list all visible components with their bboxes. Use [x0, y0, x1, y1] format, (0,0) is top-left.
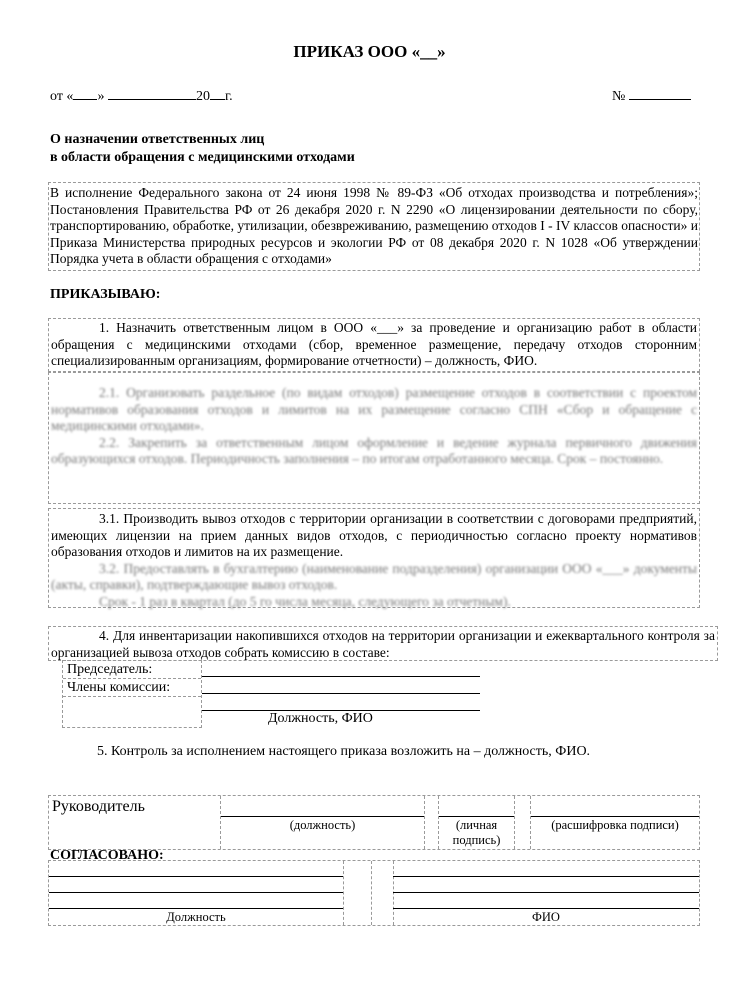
item-4-block — [48, 626, 718, 661]
agreed-block — [48, 860, 700, 926]
date-mid: » — [97, 89, 105, 104]
number-label: № — [612, 89, 626, 104]
agreed-divider-1 — [343, 861, 344, 925]
decode-caption: (расшифровка подписи) — [551, 818, 679, 832]
item-4: 4. Для инвентаризации накопившихся отходов на территории организации и ежеквартального контроля за организацией вывоза отходов собрать комиссию в составе: — [51, 628, 715, 660]
document-title: ПРИКАЗ ООО «__» — [293, 42, 446, 61]
agreed-divider-2 — [371, 861, 372, 925]
personal-caption-2: подпись) — [452, 833, 501, 847]
item-3-block — [48, 508, 700, 608]
agreed-position-line-3[interactable] — [49, 908, 343, 909]
agreed-position-caption: Должность — [166, 910, 226, 924]
spacer-cell — [425, 796, 439, 849]
personal-signature-line[interactable] — [439, 816, 514, 817]
item-1-block — [48, 318, 700, 372]
month-blank[interactable] — [108, 86, 196, 100]
chair-line[interactable] — [202, 676, 480, 677]
heading-line-1: О назначении ответственных лиц — [50, 132, 265, 147]
day-blank[interactable] — [73, 86, 97, 100]
date-suffix: г. — [224, 89, 233, 104]
item-2-1: 2.1. Организовать раздельное (по видам отходов) размещение отходов в соответствии с проектом нормативов образования отходов и лимитов на их размещение согласно СПН «Сбор и обращение с медицинскими отходами». — [51, 385, 697, 433]
item-2-2: 2.2. Закрепить за ответственным лицом оформление и ведение журнала первичного движения образующихся отходов. Периодичность заполнения – по итогам отработанного месяца. Срок – постоянно. — [51, 434, 697, 466]
document-heading — [50, 131, 355, 167]
agreed-position-line-1[interactable] — [49, 876, 343, 877]
position-caption: (должность) — [289, 818, 356, 832]
date-prefix: от « — [50, 89, 74, 104]
item-1: 1. Назначить ответственным лицом в ООО «___» за проведение и организацию работ в области обращения с медицинскими отходами (сбор, временное размещение, передачу отходов сторонним специализированным организациям, формирование отчетности) – должность, ФИО. — [51, 320, 697, 368]
item-2-block — [48, 372, 700, 504]
date-line — [50, 86, 233, 105]
agreed-name-line-2[interactable] — [393, 892, 699, 893]
agreed-position-line-2[interactable] — [49, 892, 343, 893]
year-blank[interactable] — [210, 86, 225, 100]
member-line-1[interactable] — [202, 693, 480, 694]
position-line[interactable] — [221, 816, 424, 817]
role-label: Руководитель — [52, 798, 145, 815]
year-prefix: 20 — [195, 89, 210, 104]
committee-position-caption: Должность, ФИО — [268, 711, 373, 726]
agreed-name-caption: ФИО — [532, 910, 560, 924]
personal-signature-cell — [439, 796, 515, 849]
number-line — [612, 86, 691, 105]
personal-caption-1: (личная — [455, 818, 498, 832]
control-item: 5. Контроль за исполнением настоящего приказа возложить на – должность, ФИО. — [97, 744, 591, 759]
number-blank[interactable] — [629, 86, 691, 100]
decode-line[interactable] — [531, 816, 699, 817]
members-label: Члены комиссии: — [63, 679, 201, 697]
decode-cell — [531, 796, 699, 849]
heading-line-2: в области обращения с медицинскими отходами — [50, 150, 355, 165]
agreed-name-line-1[interactable] — [393, 876, 699, 877]
preamble: В исполнение Федерального закона от 24 июня 1998 № 89-ФЗ «Об отходах производства и потребления»; Постановления Правительства РФ от 26 декабря 2020 г. N 2290 «О лицензировании деятельности по сбору, транспортированию, обработке, утилизации, обезвреживанию, размещению отходов I - IV классов опасности» и Приказа Министерства природных ресурсов и экологии РФ от 08 декабря 2020 г. N 1028 «Об утверждении Порядка учета в области обращения с отходами» — [48, 182, 700, 271]
signature-block — [48, 795, 700, 850]
agreed-label: СОГЛАСОВАНО: — [50, 848, 164, 863]
order-word: ПРИКАЗЫВАЮ: — [50, 287, 161, 302]
item-3-2: 3.2. Предоставлять в бухгалтерию (наименование подразделения) организации ООО «___» документы (акты, справки), подтверждающие вывоз отходов. — [51, 560, 697, 592]
committee-labels — [62, 660, 202, 728]
spacer-cell-2 — [515, 796, 531, 849]
position-cell — [221, 796, 425, 849]
item-3-3: Срок - 1 раз в квартал (до 5 го числа месяца, следующего за отчетным). — [99, 593, 511, 609]
chair-label: Председатель: — [63, 661, 201, 679]
agreed-name-line-3[interactable] — [393, 908, 699, 909]
item-3-1: 3.1. Производить вывоз отходов с территории организации в соответствии с договорами предприятий, имеющих лицензии на прием данных видов отходов, с периодичностью согласно проекту нормативов образования отходов и лимитов на их размещение. — [51, 511, 697, 559]
role-cell — [49, 796, 221, 849]
